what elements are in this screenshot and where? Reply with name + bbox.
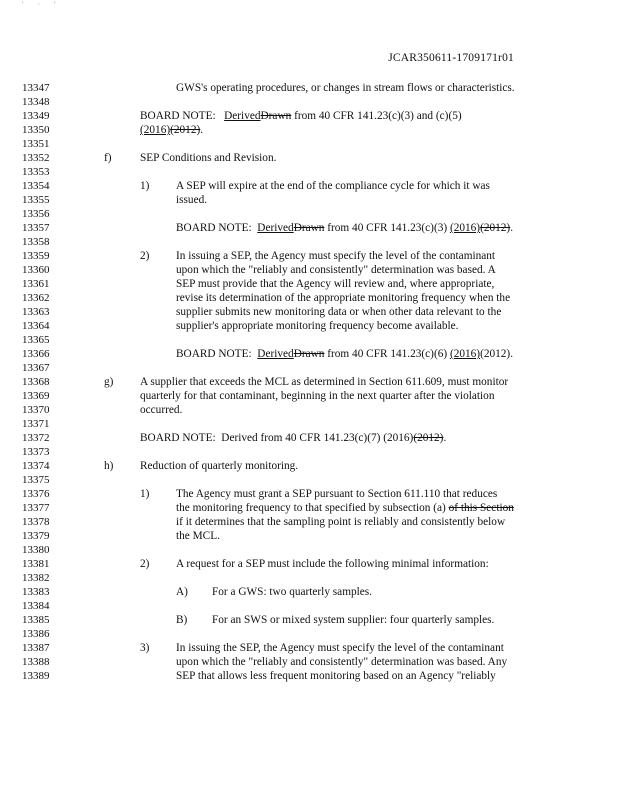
board-note — [176, 348, 513, 360]
body-text: the monitoring frequency to that specified by subsection (a) — [176, 502, 449, 514]
line-number: 13358 — [22, 236, 50, 248]
subsection-label: g) — [104, 376, 114, 388]
line-number: 13383 — [22, 586, 50, 598]
inserted-text: Derived — [257, 348, 294, 360]
subsection-heading: SEP Conditions and Revision. — [140, 152, 277, 164]
body-line: occurred. — [140, 404, 183, 416]
deleted-text: Drawn — [260, 110, 292, 122]
line-number: 13381 — [22, 558, 50, 570]
line-number: 13387 — [22, 642, 50, 654]
body-line: SEP must provide that the Agency will review and, where appropriate, — [176, 278, 495, 290]
citation-text: Derived from 40 CFR 141.23(c)(7) (2016) — [221, 432, 414, 444]
body-line: A request for a SEP must include the following minimal information: — [176, 558, 489, 570]
line-number: 13365 — [22, 334, 50, 346]
line-number: 13349 — [22, 110, 50, 122]
line-number: 13366 — [22, 348, 50, 360]
body-line: In issuing the SEP, the Agency must specify the level of the contaminant — [176, 642, 504, 654]
body-line: upon which the "reliably and consistently" determination was based. A — [176, 264, 496, 276]
line-number: 13374 — [22, 460, 50, 472]
body-line: A supplier that exceeds the MCL as determined in Section 611.609, must monitor — [140, 376, 509, 388]
board-note — [176, 222, 513, 234]
line-number: 13376 — [22, 488, 50, 500]
inserted-text: (2016) — [449, 348, 481, 360]
body-line: revise its determination of the appropriate monitoring frequency when the — [176, 292, 511, 304]
line-number: 13378 — [22, 516, 50, 528]
line-number: 13386 — [22, 628, 50, 640]
line-number: 13363 — [22, 306, 50, 318]
line-number: 13382 — [22, 572, 50, 584]
paragraph-number: 1) — [140, 180, 150, 192]
line-number: 13371 — [22, 418, 50, 430]
subsection-label: h) — [104, 460, 114, 472]
body-line: SEP that allows less frequent monitoring based on an Agency "reliably — [176, 670, 496, 682]
line-number: 13372 — [22, 432, 50, 444]
body-line: supplier submits new monitoring data or when other data relevant to the — [176, 306, 502, 318]
body-line: The Agency must grant a SEP pursuant to Section 611.110 that reduces — [176, 488, 498, 500]
punctuation: . — [510, 348, 514, 360]
deleted-text: (2012) — [413, 432, 444, 444]
item-label: B) — [176, 614, 188, 626]
line-number: 13375 — [22, 474, 50, 486]
body-line: supplier's appropriate monitoring frequency become available. — [176, 320, 459, 332]
body-line: A SEP will expire at the end of the compliance cycle for which it was — [176, 180, 490, 192]
line-number: 13352 — [22, 152, 50, 164]
line-number: 13369 — [22, 390, 50, 402]
line-number: 13354 — [22, 180, 50, 192]
board-note-label: BOARD NOTE: — [140, 110, 216, 122]
deleted-text: Drawn — [293, 348, 325, 360]
citation-text: from 40 CFR 141.23(c)(3) — [324, 222, 450, 234]
line-number: 13364 — [22, 320, 50, 332]
line-number: 13347 — [22, 82, 50, 94]
inserted-text: Derived — [224, 110, 261, 122]
body-line: For a GWS: two quarterly samples. — [212, 586, 373, 598]
line-number: 13380 — [22, 544, 50, 556]
subsection-label: f) — [104, 152, 112, 164]
deleted-text: (2012) — [170, 124, 201, 136]
board-note-label: BOARD NOTE: — [140, 432, 216, 444]
scan-mark: ' · ' — [22, 0, 62, 9]
line-number: 13359 — [22, 250, 50, 262]
body-line: upon which the "reliably and consistently" determination was based. Any — [176, 656, 508, 668]
line-number: 13362 — [22, 292, 50, 304]
body-line: quarterly for that contaminant, beginning in the next quarter after the violation — [140, 390, 495, 402]
board-note-cont — [140, 124, 203, 136]
line-number: 13355 — [22, 194, 50, 206]
punctuation: . — [200, 124, 204, 136]
deleted-text: Drawn — [293, 222, 325, 234]
line-number: 13357 — [22, 222, 50, 234]
line-number: 13350 — [22, 124, 50, 136]
citation-text: from 40 CFR 141.23(c)(3) and (c)(5) — [291, 110, 462, 122]
body-line: GWS's operating procedures, or changes in stream flows or characteristics. — [176, 82, 515, 94]
line-number: 13377 — [22, 502, 50, 514]
line-number: 13367 — [22, 362, 50, 374]
citation-text: from 40 CFR 141.23(c)(6) — [324, 348, 450, 360]
document-id: JCAR350611-1709171r01 — [388, 52, 514, 64]
line-number: 13379 — [22, 530, 50, 542]
body-line: if it determines that the sampling point is reliably and consistently below — [176, 516, 506, 528]
item-label: A) — [176, 586, 188, 598]
board-note-label: BOARD NOTE: — [176, 348, 252, 360]
line-number: 13373 — [22, 446, 50, 458]
line-number: 13351 — [22, 138, 50, 150]
line-number: 13360 — [22, 264, 50, 276]
paragraph-number: 2) — [140, 250, 150, 262]
board-note-label: BOARD NOTE: — [176, 222, 252, 234]
inserted-text: Derived — [257, 222, 294, 234]
line-number: 13356 — [22, 208, 50, 220]
year-text: (2012) — [480, 348, 511, 360]
board-note — [140, 432, 446, 444]
line-number: 13353 — [22, 166, 50, 178]
punctuation: . — [443, 432, 447, 444]
line-number: 13348 — [22, 96, 50, 108]
paragraph-number: 3) — [140, 642, 150, 654]
deleted-text: (2012) — [480, 222, 511, 234]
line-number: 13385 — [22, 614, 50, 626]
body-line: For an SWS or mixed system supplier: four quarterly samples. — [212, 614, 495, 626]
inserted-text: (2016) — [140, 124, 171, 136]
body-line: In issuing a SEP, the Agency must specify the level of the contaminant — [176, 250, 496, 262]
body-line — [176, 502, 514, 514]
line-number: 13361 — [22, 278, 50, 290]
line-number: 13389 — [22, 670, 50, 682]
line-number: 13388 — [22, 656, 50, 668]
punctuation: . — [510, 222, 514, 234]
board-note — [140, 110, 462, 122]
line-number: 13368 — [22, 376, 50, 388]
line-number: 13370 — [22, 404, 50, 416]
paragraph-number: 2) — [140, 558, 150, 570]
subsection-heading: Reduction of quarterly monitoring. — [140, 460, 299, 472]
body-line: issued. — [176, 194, 208, 206]
paragraph-number: 1) — [140, 488, 150, 500]
body-line: the MCL. — [176, 530, 220, 542]
line-number: 13384 — [22, 600, 50, 612]
inserted-text: (2016) — [449, 222, 481, 234]
deleted-text: of this Section — [448, 502, 514, 514]
